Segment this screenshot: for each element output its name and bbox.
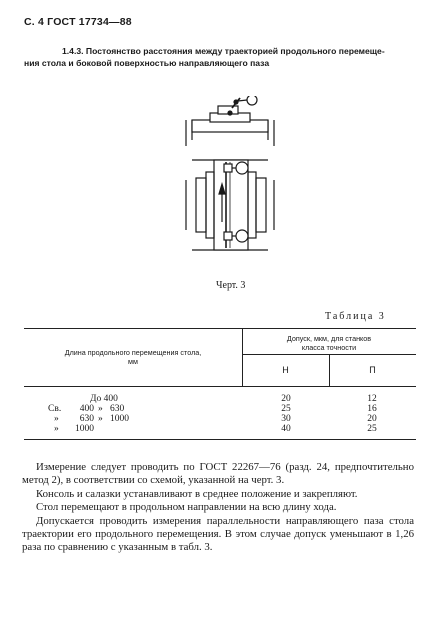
section-title-line1: Постоянство расстояния между траекторией продольного перемеще- <box>85 46 385 56</box>
table-row: До 400 20 12 <box>90 394 377 404</box>
paragraph: Консоль и салазки устанавливают в среднее положение и закрепляют. <box>36 487 358 500</box>
section-number: 1.4.3. <box>62 46 84 56</box>
col-p-header: П <box>369 365 376 375</box>
paragraph: Стол перемещают в продольном направлении на всю длину хода. <box>36 501 337 514</box>
table-title: Таблица 3 <box>325 311 386 322</box>
table-row: » 630 » 1000 30 20 <box>54 414 377 424</box>
tolerance-group-header: Допуск, мкм, для станков класса точности <box>286 334 372 352</box>
section-heading <box>24 45 416 69</box>
table-row: » 1000 40 25 <box>54 424 377 434</box>
measurement-scheme-drawing <box>182 96 278 256</box>
tolerance-table <box>24 328 416 440</box>
col-length-header: Длина продольного перемещения стола, мм <box>64 348 202 366</box>
body-text <box>22 461 414 555</box>
figure-caption: Черт. 3 <box>216 280 246 291</box>
paragraph: Допускается проводить измерения параллельности направляющего паза стола траектории его продольного перемещения. В этом случае допуск уменьшают в 1,26 раза по сравнению с указанным в табл. 3. <box>22 514 414 554</box>
table-row: Св. 400 » 630 25 16 <box>48 404 377 414</box>
col-h-header: Н <box>282 365 289 375</box>
section-title-line2: ния стола и боковой поверхностью направляющего паза <box>24 58 270 68</box>
page-header: С. 4 ГОСТ 17734—88 <box>24 16 132 28</box>
paragraph: Измерение следует проводить по ГОСТ 22267—76 (разд. 24, предпочтительно метод 2), в соответствии со схемой, указанной на черт. 3. <box>22 461 414 487</box>
